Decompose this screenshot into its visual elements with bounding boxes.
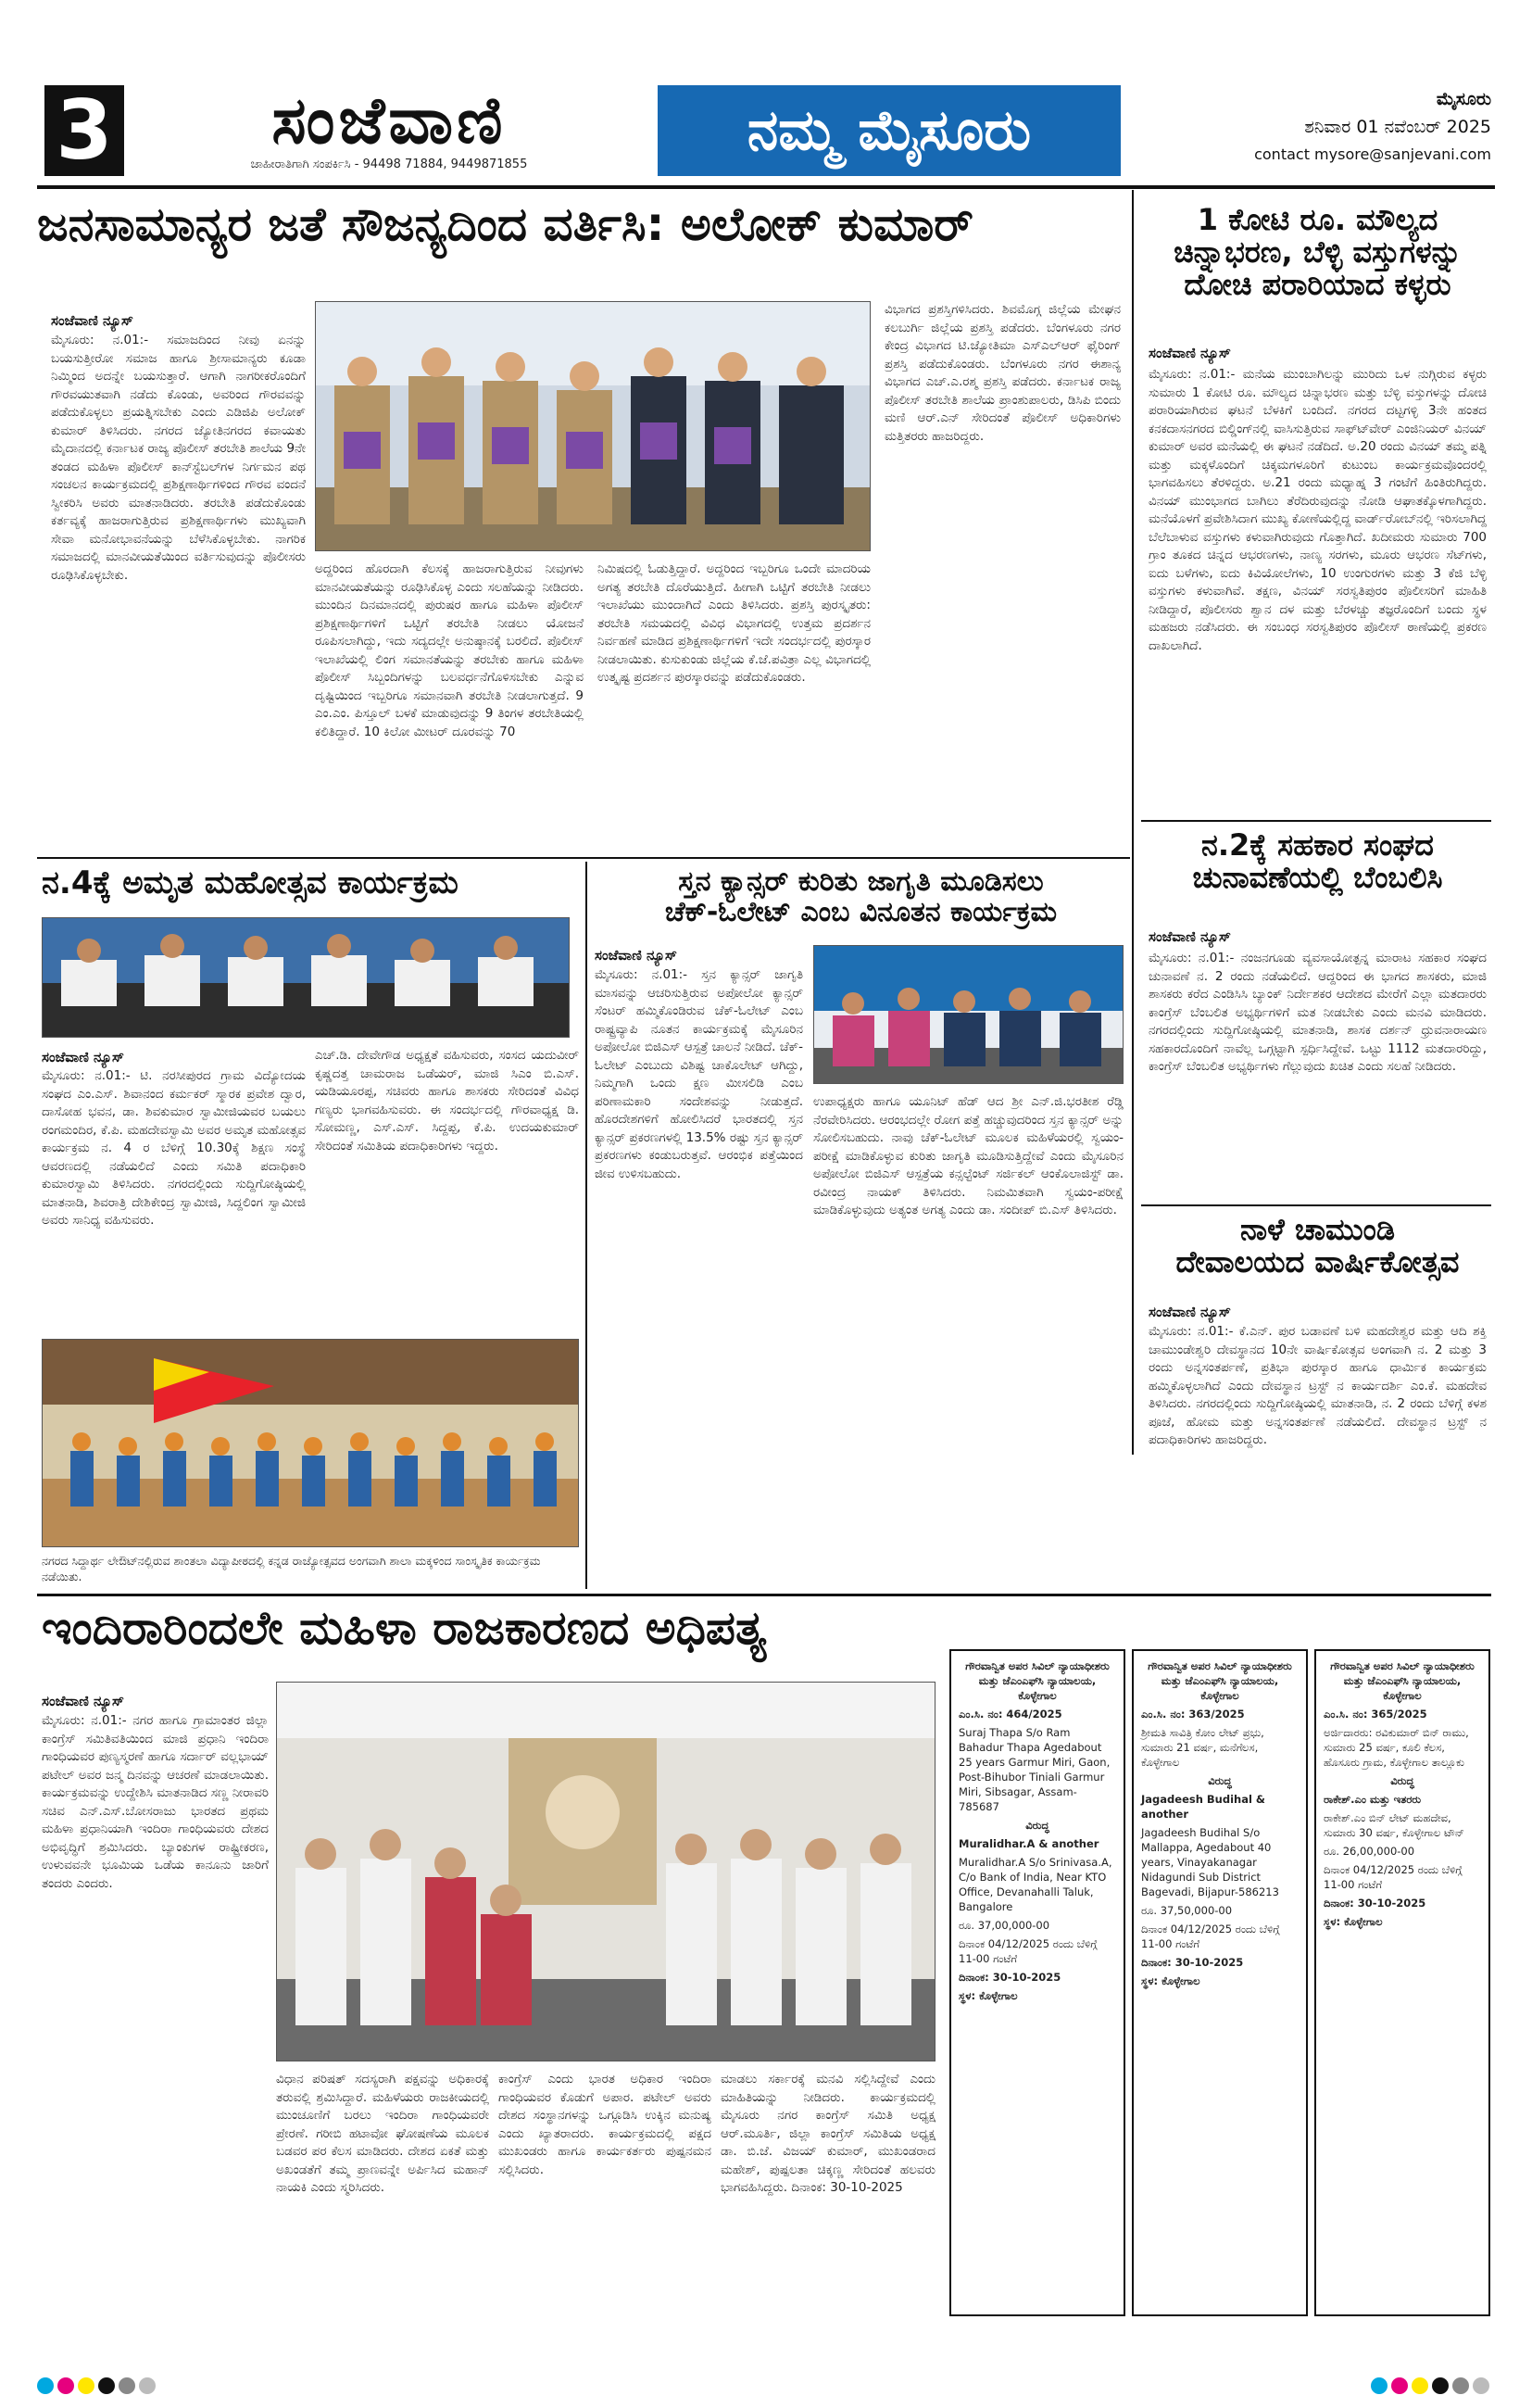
police-parade-illustration: [316, 302, 871, 551]
lead-col-4: ವಿಭಾಗದ ಪ್ರಶಸ್ತಿಗಳಿಸಿದರು. ಶಿವಮೊಗ್ಗ ಜಿಲ್ಲೆಯ ಮೇಘನ ಕಲಬುರ್ಗಿ ಜಿಲ್ಲೆಯ ಪ್ರಶಸ್ತಿ ಪಡೆದರು. ಬೆಂಗಳೂರು ನಗರ ಕೇಂದ್ರ ವಿಭಾಗದ ಟಿ.ಜ್ಯೋತಿಮಾ ಎಸ್‍ಎಲ್‍ಆರ್ ಫೈರಿಂಗ್ ಪ್ರಶಸ್ತಿ ಪಡೆದುಕೊಂಡರು. ಬೆಂಗಳೂರು ನಗರ ಈಶಾನ್ಯ ವಿಭಾಗದ ಎಚ್.ಎ.ರಶ್ಮ ಪ್ರಶಸ್ತಿ ಪಡೆದರು. ಕರ್ನಾಟಕ ರಾಜ್ಯ ಪೊಲೀಸ್ ತರಬೇತಿ ಶಾಲೆಯ ಪ್ರಾಂಶುಪಾಲರು, ಡಿಸಿಪಿ ಬಿಂದು ಮಣಿ ಆರ್.ಎನ್ ಸೇರಿದಂತೆ ಪೊಲೀಸ್ ಅಧಿಕಾರಿಗಳು ಮತ್ತಿತರರು ಹಾಜರಿದ್ದರು.: [885, 302, 1121, 444]
theft-byline: ಸಂಜೆವಾಣಿ ನ್ಯೂಸ್: [1149, 345, 1231, 361]
newspaper-title: ಸಂಜೆವಾಣಿ: [271, 82, 507, 158]
school-photo-caption: ನಗರದ ಸಿದ್ದಾರ್ಥ ಲೇಔಟ್‍ನಲ್ಲಿರುವ ಶಾಂತಲಾ ವಿದ್ಯಾಪೀಠದಲ್ಲಿ ಕನ್ನಡ ರಾಜ್ಯೋತ್ಸವದ ಅಂಗವಾಗಿ ಶಾಲಾ ಮಕ್ಕಳಿಂದ ಸಾಂಸ್ಕೃತಿಕ ಕಾರ್ಯಕ್ರಮ ನಡೆಯಿತು.: [42, 1554, 541, 1583]
registration-mark: [1473, 2377, 1489, 2394]
indira-tribute-photo: [276, 1682, 936, 2061]
temple-headline-line-2: ದೇವಾಲಯದ ವಾರ್ಷಿಕೋತ್ಸವ: [1175, 1244, 1460, 1280]
cancer-headline-line-2: ಚೆಕ್-ಓಲೇಟ್ ಎಂಬ ವಿನೂತನ ಕಾರ್ಯಕ್ರಮ: [664, 896, 1058, 928]
legal-notice-petitioner: ಶ್ರೀಮತಿ ಸಾವಿತ್ರಿ ಕೋಂ ಲೇಟ್ ಪ್ರಭು, ಸುಮಾರು 21 ವರ್ಷ, ಮನೆಗೆಲಸ, ಕೊಳ್ಳೇಗಾಲ: [1141, 1726, 1264, 1769]
cooperative-headline-line-2: ಚುನಾವಣೆಯಲ್ಲಿ ಬೆಂಬಲಿಸಿ: [1192, 860, 1443, 896]
middle-divider: [37, 857, 1130, 859]
legal-notice-header: ಗೌರವಾನ್ವಿತ ಅಪರ ಸಿವಿಲ್ ನ್ಯಾಯಾಧೀಶರು ಮತ್ತು ಜೆಎಂಎಫ್‍ಸಿ ನ್ಯಾಯಾಲಯ, ಕೊಳ್ಳೇಗಾಲ: [1148, 1659, 1292, 1702]
registration-mark: [119, 2377, 135, 2394]
theft-body: ಮೈಸೂರು: ನ.01:- ಮನೆಯ ಮುಂಬಾಗಿಲನ್ನು ಮುರಿದು ಒಳ ನುಗ್ಗಿರುವ ಕಳ್ಳರು ಸುಮಾರು 1 ಕೋಟಿ ರೂ. ಮೌಲ್ಯದ ಚಿನ್ನಾಭರಣ ಮತ್ತು ಬೆಳ್ಳಿ ವಸ್ತುಗಳನ್ನು ದೋಚಿ ಪರಾರಿಯಾಗಿರುವ ಘಟನೆ ಬೆಳಕಿಗೆ ಬಂದಿದೆ. ನಗರದ ದಟ್ಟಗಳ್ಳಿ 3ನೇ ಹಂತದ ಕನಕದಾಸನಗರದ ಬಿಲ್ಡಿಂಗ್‍ನಲ್ಲಿ ವಾಸಿಸುತ್ತಿರುವ ಸಾಫ್ಟ್‍ವೇರ್ ಎಂಜಿನಿಯರ್ ವಿನಯ್ ಕುಮಾರ್ ಅವರ ಮನೆಯಲ್ಲಿ ಈ ಘಟನೆ ನಡೆದಿದೆ. ಅ.20 ರಂದು ವಿನಯ್ ತಮ್ಮ ಪತ್ನಿ ಮತ್ತು ಮಕ್ಕಳೊಂದಿಗೆ ಚಿಕ್ಕಮಗಳೂರಿಗೆ ಕುಟುಂಬ ಕಾರ್ಯಕ್ರಮವೊಂದರಲ್ಲಿ ಭಾಗವಹಿಸಲು ತೆರಳಿದ್ದರು. ಅ.21 ರಂದು ಮಧ್ಯಾಹ್ನ 3 ಗಂಟೆಗೆ ಹಿಂತಿರುಗಿದ್ದರು. ವಿನಯ್ ಮುಂಭಾಗದ ಬಾಗಿಲು ತೆರೆದಿರುವುದನ್ನು ನೋಡಿ ಆಘಾತಕ್ಕೊಳಗಾಗಿದ್ದರು. ಮನೆಯೊಳಗೆ ಪ್ರವೇಶಿಸಿದಾಗ ಮುಖ್ಯ ಕೋಣೆಯಲ್ಲಿದ್ದ ವಾರ್ಡ್‍ರೋಬ್‍ನಲ್ಲಿ ಇರಿಸಲಾಗಿದ್ದ ಬೆಲೆಬಾಳುವ ವಸ್ತುಗಳು ಕಳುವಾಗಿರುವುದು ಗೊತ್ತಾಗಿದೆ. ಖದೀಮರು ಸುಮಾರು 700 ಗ್ರಾಂ ತೂಕದ ಚಿನ್ನದ ಆಭರಣಗಳು, ನಾಣ್ಯ ಸರಗಳು, ಮೂರು ಆಭರಣ ಸೆಟ್‍ಗಳು, ಐದು ಬಳೆಗಳು, ಐದು ಕಿವಿಯೋಲೆಗಳು, 10 ಉಂಗುರಗಳು ಮತ್ತು 3 ಕೆಜಿ ಬೆಳ್ಳಿ ವಸ್ತುಗಳು ಕಳುವಾಗಿವೆ. ತಕ್ಷಣ, ವಿನಯ್ ಸರಸ್ವತಿಪುರಂ ಪೊಲೀಸರಿಗೆ ಮಾಹಿತಿ ನೀಡಿದ್ದಾರೆ, ಪೊಲೀಸರು ಶ್ವಾನ ದಳ ಮತ್ತು ಬೆರಳಚ್ಚು ತಜ್ಞರೊಂದಿಗೆ ಬಂದು ಸ್ಥಳ ಮಹಜರು ನಡೆಸಿದರು. ಈ ಸಂಬಂಧ ಸರಸ್ವತಿಪುರಂ ಪೊಲೀಸ್ ಠಾಣೆಯಲ್ಲಿ ಪ್ರಕರಣ ದಾಖಲಾಗಿದೆ.: [1149, 367, 1487, 653]
temple-headline: [1144, 1214, 1491, 1279]
amrutha-byline: ಸಂಜೆವಾಣಿ ನ್ಯೂಸ್: [42, 1049, 124, 1065]
cancer-col-2: ಉಪಾಧ್ಯಕ್ಷರು ಹಾಗೂ ಯೂನಿಟ್ ಹೆಡ್ ಆದ ಶ್ರೀ ಎನ್.ಜಿ.ಭರತೀಶ ರೆಡ್ಡಿ ನೆರವೇರಿಸಿದರು. ಆರಂಭದಲ್ಲೇ ರೋಗ ಪತ್ತೆ ಹಚ್ಚುವುದರಿಂದ ಸ್ತನ ಕ್ಯಾನ್ಸರ್ ಅನ್ನು ಸೋಲಿಸಬಹುದು. ನಾವು ಚೆಕ್-ಓಲೇಟ್ ಮೂಲಕ ಮಹಿಳೆಯರಲ್ಲಿ ಸ್ವಯಂ-ಪರೀಕ್ಷೆ ಮಾಡಿಕೊಳ್ಳುವ ಕುರಿತು ಜಾಗೃತಿ ಮೂಡಿಸುತ್ತಿದ್ದೇವೆ ಎಂದು ಮೈಸೂರಿನ ಅಪೋಲೋ ಬಿಜಿಎಸ್ ಆಸ್ಪತ್ರೆಯ ಕನ್ಸಲ್ಟೆಂಟ್ ಸರ್ಜಿಕಲ್ ಆಂಕೊಲಾಜಿಸ್ಟ್ ಡಾ. ರವೀಂದ್ರ ನಾಯಕ್ ತಿಳಿಸಿದರು. ನಿಮಮಿತವಾಗಿ ಸ್ವಯಂ-ಪರೀಕ್ಷೆ ಮಾಡಿಕೊಳ್ಳುವುದು ಅತ್ಯಂತ ಅಗತ್ಯ ಎಂದು ಡಾ. ಸಂದೀಪ್ ಬಿ.ಎಸ್ ತಿಳಿಸಿದರು.: [813, 1094, 1124, 1217]
amrutha-headline: ನ.4ಕ್ಕೆ ಅಮೃತ ಮಹೋತ್ಸವ ಕಾರ್ಯಕ್ರಮ: [42, 864, 458, 901]
registration-mark: [57, 2377, 74, 2394]
registration-mark: [1432, 2377, 1449, 2394]
cooperative-headline-line-1: ನ.2ಕ್ಕೆ ಸಹಕಾರ ಸಂಘದ: [1201, 827, 1434, 863]
indira-col-2: ವಿಧಾನ ಪರಿಷತ್ ಸದಸ್ಯರಾಗಿ ಪಕ್ಷವನ್ನು ಅಧಿಕಾರಕ್ಕೆ ತರುವಲ್ಲಿ ಶ್ರಮಿಸಿದ್ದಾರೆ. ಮಹಿಳೆಯರು ರಾಜಕೀಯದಲ್ಲಿ ಮುಂಚೂಣಿಗೆ ಬರಲು ಇಂದಿರಾ ಗಾಂಧಿಯವರೇ ಪ್ರೇರಣೆ. ಗರೀಬಿ ಹಟಾವೋ ಘೋಷಣೆಯ ಮೂಲಕ ಬಡವರ ಪರ ಕೆಲಸ ಮಾಡಿದರು. ದೇಶದ ಏಕತೆ ಮತ್ತು ಅಖಂಡತೆಗೆ ತಮ್ಮ ಪ್ರಾಣವನ್ನೇ ಅರ್ಪಿಸಿದ ಮಹಾನ್ ನಾಯಕಿ ಎಂದು ಸ್ಮರಿಸಿದರು.: [276, 2072, 489, 2195]
lead-headline: ಜನಸಾಮಾನ್ಯರ ಜತೆ ಸೌಜನ್ಯದಿಂದ ವರ್ತಿಸಿ: ಅಲೋಕ್ ಕುಮಾರ್: [37, 197, 973, 251]
legal-notice-date: ದಿನಾಂಕ: 30-10-2025: [1141, 1956, 1244, 1969]
cooperative-byline: ಸಂಜೆವಾಣಿ ನ್ಯೂಸ್: [1149, 928, 1231, 945]
legal-notice-place: ಸ್ಥಳ: ಕೊಳ್ಳೇಗಾಲ: [1141, 1974, 1200, 1987]
legal-notice-vs: ವಿರುದ್ಧ: [1208, 1774, 1232, 1787]
registration-mark: [37, 2377, 54, 2394]
registration-mark: [78, 2377, 94, 2394]
school-rajyotsava-photo: [42, 1339, 579, 1547]
legal-notice-respondent: ರಾಕೇಶ್.ಎಂ ಮತ್ತು ಇತರರು: [1324, 1793, 1422, 1806]
right-column-divider: [1132, 190, 1134, 1455]
registration-mark: [1452, 2377, 1469, 2394]
theft-headline: [1144, 204, 1491, 302]
theft-divider: [1141, 820, 1491, 822]
legal-notice-petitioner: Suraj Thapa S/o Ram Bahadur Thapa Agedabout 25 years Garmur Miri, Gaon, Post-Bihubor Tiniali Garmur Miri, Sibsagar, Assam-785687: [959, 1726, 1111, 1813]
legal-notice-vs: ವಿರುದ್ಧ: [1390, 1774, 1414, 1787]
cancer-event-illustration: [814, 946, 1124, 1084]
school-event-illustration: [43, 1340, 579, 1547]
theft-headline-line-3: ದೋಚಿ ಪರಾರಿಯಾದ ಕಳ್ಳರು: [1184, 267, 1451, 303]
cancer-awareness-photo: [813, 945, 1124, 1084]
legal-notice-address: Jagadeesh Budihal S/o Mallappa, Agedabout 40 years, Vinayakanagar Nidagundi Sub District Bagevadi, Bijapur-586213: [1141, 1826, 1279, 1898]
dateline: [1139, 85, 1491, 176]
temple-byline: ಸಂಜೆವಾಣಿ ನ್ಯೂಸ್: [1149, 1304, 1231, 1320]
masthead: [139, 82, 639, 176]
indira-col-3: ಕಾಂಗ್ರೆಸ್ ಎಂದು ಭಾರತ ಅಧಿಕಾರ ಇಂದಿರಾ ಗಾಂಧಿಯವರ ಕೊಡುಗೆ ಅಪಾರ. ಪಟೇಲ್ ಅವರು ದೇಶದ ಸಂಸ್ಥಾನಗಳನ್ನು ಒಗ್ಗೂಡಿಸಿ ಉಕ್ಕಿನ ಮನುಷ್ಯ ಎಂದು ಖ್ಯಾತರಾದರು. ಕಾರ್ಯಕ್ರಮದಲ್ಲಿ ಪಕ್ಷದ ಮುಖಂಡರು ಹಾಗೂ ಕಾರ್ಯಕರ್ತರು ಪುಷ್ಪನಮನ ಸಲ್ಲಿಸಿದರು.: [498, 2072, 711, 2177]
police-parade-photo: [315, 301, 871, 551]
legal-notice-respondent: Muralidhar.A & another: [959, 1837, 1099, 1850]
lead-col-3: ನಿಮಿಷದಲ್ಲಿ ಓಡುತ್ತಿದ್ದಾರೆ. ಅದ್ದರಿಂದ ಇಬ್ಬರಿಗೂ ಒಂದೇ ಮಾದರಿಯ ಅಗತ್ಯ ತರಬೇತಿ ದೊರೆಯುತ್ತಿದೆ. ಹೀಗಾಗಿ ಒಟ್ಟಿಗೆ ತರಬೇತಿ ನೀಡಲು ಇಲಾಖೆಯು ಮುಂದಾಗಿದೆ ಎಂದು ತಿಳಿಸಿದರು. ಪ್ರಶಸ್ತಿ ಪುರಸ್ಕೃತರು: ತರಬೇತಿ ಸಮಯದಲ್ಲಿ ವಿವಿಧ ವಿಭಾಗದಲ್ಲಿ ಉತ್ತಮ ಪ್ರದರ್ಶನ ನಿರ್ವಹಣೆ ಮಾಡಿದ ಪ್ರಶಿಕ್ಷಣಾರ್ಥಿಗಳಿಗೆ ಇದೇ ಸಂದರ್ಭದಲ್ಲಿ ಪುರಸ್ಕಾರ ನೀಡಲಾಯಿತು. ಕುಸುಕುಂಡು ಜಿಲ್ಲೆಯ ಕೆ.ಜೆ.ಪವಿತ್ರಾ ಎಲ್ಲ ವಿಭಾಗದಲ್ಲಿ ಉತ್ಕೃಷ್ಟ ಪ್ರದರ್ಶನ ಪುರಸ್ಕಾರವನ್ನು ಪಡೆದುಕೊಂಡರು.: [597, 561, 871, 685]
lead-byline: ಸಂಜೆವಾಣಿ ನ್ಯೂಸ್: [51, 312, 133, 329]
legal-notice-address: Muralidhar.A S/o Srinivasa.A, C/o Bank of India, Near KTO Office, Devanahalli Taluk, Bangalore: [959, 1856, 1112, 1913]
indira-headline: ಇಂದಿರಾರಿಂದಲೇ ಮಹಿಳಾ ರಾಜಕಾರಣದ ಅಧಿಪತ್ಯ: [42, 1601, 767, 1655]
amrutha-col-2: ಎಚ್.ಡಿ. ದೇವೇಗೌಡ ಅಧ್ಯಕ್ಷತೆ ವಹಿಸುವರು, ಸಂಸದ ಯದುವೀರ್ ಕೃಷ್ಣದತ್ತ ಚಾಮರಾಜ ಒಡೆಯರ್, ಮಾಜಿ ಸಿಎಂ ಬಿ.ಎಸ್. ಯಡಿಯೂರಪ್ಪ, ಸಚಿವರು ಹಾಗೂ ಶಾಸಕರು ಸೇರಿದಂತೆ ವಿವಿಧ ಗಣ್ಯರು ಭಾಗವಹಿಸುವರು. ಈ ಸಂದರ್ಭದಲ್ಲಿ ಗೌರವಾಧ್ಯಕ್ಷ ಡಿ. ಸೋಮಣ್ಣ, ಎಸ್.ಎಸ್. ಸಿದ್ದಪ್ಪ, ಕೆ.ಪಿ. ಉದಯಕುಮಾರ್ ಸೇರಿದಂತೆ ಸಮಿತಿಯ ಪದಾಧಿಕಾರಿಗಳು ಇದ್ದರು.: [315, 1048, 579, 1154]
indira-col-4: ಮಾಡಲು ಸರ್ಕಾರಕ್ಕೆ ಮನವಿ ಸಲ್ಲಿಸಿದ್ದೇವೆ ಎಂದು ಮಾಹಿತಿಯನ್ನು ನೀಡಿದರು. ಕಾರ್ಯಕ್ರಮದಲ್ಲಿ ಮೈಸೂರು ನಗರ ಕಾಂಗ್ರೆಸ್ ಸಮಿತಿ ಅಧ್ಯಕ್ಷ ಆರ್.ಮೂರ್ತಿ, ಜಿಲ್ಲಾ ಕಾಂಗ್ರೆಸ್ ಸಮಿತಿಯ ಅಧ್ಯಕ್ಷ ಡಾ. ಬಿ.ಜೆ. ವಿಜಯ್ ಕುಮಾರ್, ಮುಖಂಡರಾದ ಮಹೇಶ್, ಪುಷ್ಪಲತಾ ಚಿಕ್ಕಣ್ಣ ಸೇರಿದಂತೆ ಹಲವರು ಭಾಗವಹಿಸಿದ್ದರು. ದಿನಾಂಕ: 30-10-2025: [721, 2072, 936, 2195]
top-divider: [37, 185, 1495, 189]
legal-notice-date: ದಿನಾಂಕ: 30-10-2025: [959, 1971, 1061, 1984]
registration-mark: [1371, 2377, 1388, 2394]
cooperative-divider: [1141, 1204, 1491, 1206]
legal-notice-petitioner: ಅರ್ಜಿದಾರರು: ರವಿಕುಮಾರ್ ಬಿನ್ ರಾಮು, ಸುಮಾರು 25 ವರ್ಷ, ಕೂಲಿ ಕೆಲಸ, ಹೊಸೂರು ಗ್ರಾಮ, ಕೊಳ್ಳೇಗಾಲ ತಾಲ್ಲೂಕು: [1324, 1726, 1469, 1769]
city-label: ಮೈಸೂರು: [1436, 89, 1491, 109]
cooperative-headline: [1144, 829, 1491, 894]
date-label: ಶನಿವಾರ 01 ನವೆಂಬರ್ 2025: [1304, 117, 1491, 137]
legal-notice-place: ಸ್ಥಳ: ಕೊಳ್ಳೇಗಾಲ: [959, 1989, 1018, 2002]
legal-notice-hearing: ದಿನಾಂಕ 04/12/2025 ರಂದು ಬೆಳಿಗ್ಗೆ 11-00 ಗಂಟೆಗೆ: [1324, 1863, 1463, 1891]
email-label: contact mysore@sanjevani.com: [1254, 145, 1491, 163]
legal-notice-date: ದಿನಾಂಕ: 30-10-2025: [1324, 1897, 1426, 1910]
legal-notice-respondent: Jagadeesh Budihal & another: [1141, 1793, 1265, 1821]
theft-headline-line-1: 1 ಕೋಟಿ ರೂ. ಮೌಲ್ಯದ: [1197, 202, 1438, 237]
indira-event-illustration: [277, 1683, 936, 2061]
lead-col-2: ಅದ್ದರಿಂದ ಹೊರದಾಗಿ ಕೆಲಸಕ್ಕೆ ಹಾಜರಾಗುತ್ತಿರುವ ನೀವುಗಳು ಮಾನವೀಯತೆಯನ್ನು ರೂಢಿಸಿಕೊಳ್ಳ ಎಂದು ಸಲಹೆಯನ್ನು ನೀಡಿದರು. ಮುಂದಿನ ದಿನಮಾನದಲ್ಲಿ ಪುರುಷರ ಹಾಗೂ ಮಹಿಳಾ ಪೊಲೀಸ್ ಪ್ರಶಿಕ್ಷಣಾರ್ಥಿಗಳಿಗೆ ಒಟ್ಟಿಗೆ ತರಬೇತಿ ನೀಡಲು ಯೋಜನೆ ರೂಪಿಸಲಾಗಿದ್ದು, ಇದು ಸದ್ಯದಲ್ಲೇ ಅನುಷ್ಠಾನಕ್ಕೆ ಬರಲಿದೆ. ಪೊಲೀಸ್ ಇಲಾಖೆಯಲ್ಲಿ ಲಿಂಗ ಸಮಾನತೆಯನ್ನು ತರಬೇಕು ಹಾಗೂ ಮಹಿಳಾ ಪೊಲೀಸ್ ಸಿಬ್ಬಂದಿಗಳನ್ನು ಬಲವರ್ಧನೆಗೊಳಿಸಬೇಕು ಎನ್ನುವ ದೃಷ್ಟಿಯಿಂದ ಇಬ್ಬರಿಗೂ ಸಮಾನವಾಗಿ ತರಬೇತಿ ನೀಡಲಾಗುತ್ತದೆ. 9 ಎಂ.ಎಂ. ಪಿಸ್ತೂಲ್ ಬಳಕೆ ಮಾಡುವುದನ್ನು 9 ತಿಂಗಳ ತರಬೇತಿಯಲ್ಲಿ ಕಲಿತಿದ್ದಾರೆ. 10 ಕಿಲೋ ಮೀಟರ್ ದೂರವನ್ನು 70: [315, 561, 584, 739]
ad-contact-line: ಜಾಹೀರಾತಿಗಾಗಿ ಸಂಪರ್ಕಿಸಿ - 94498 71884, 9449871855: [250, 158, 528, 171]
legal-notice-3: [1314, 1649, 1490, 2316]
bottom-divider: [37, 1594, 1491, 1596]
cancer-byline: ಸಂಜೆವಾಣಿ ನ್ಯೂಸ್: [595, 947, 677, 964]
cancer-headline-line-1: ಸ್ತನ ಕ್ಯಾನ್ಸರ್ ಕುರಿತು ಜಾಗೃತಿ ಮೂಡಿಸಲು: [678, 865, 1044, 898]
lower-column-divider: [585, 862, 587, 1589]
legal-notice-case: ಎಂ.ಸಿ. ನಂ: 363/2025: [1141, 1708, 1245, 1721]
legal-notice-vs: ವಿರುದ್ಧ: [1025, 1819, 1049, 1832]
lead-col-1: ಮೈಸೂರು: ನ.01:- ಸಮಾಜದಿಂದ ನೀವು ಏನನ್ನು ಬಯಸುತ್ತೀರೋ ಸಮಾಜ ಹಾಗೂ ಶ್ರೀಸಾಮಾನ್ಯರು ಕೂಡಾ ನಿಮ್ಮಿಂದ ಅದನ್ನೇ ಬಯಸುತ್ತಾರೆ. ಆಗಾಗಿ ನಾಗರೀಕರೊಂದಿಗೆ ಗೌರವಯುತವಾಗಿ ನಡೆದು ಕೊಂಡು, ಅವರಿಂದ ಗೌರವವನ್ನು ಪಡೆದುಕೊಳ್ಳಲು ಪ್ರಯತ್ನಿಸಬೇಕು ಎಂದು ಎಡಿಜಿಪಿ ಅಲೋಕ್ ಕುಮಾರ್ ತಿಳಿಸಿದರು. ನಗರದ ಜ್ಯೋತಿನಗರದ ಕವಾಯತು ಮೈದಾನದಲ್ಲಿ ಕರ್ನಾಟಕ ರಾಜ್ಯ ಪೊಲೀಸ್ ತರಬೇತಿ ಶಾಲೆಯ 9ನೇ ತಂಡದ ಮಹಿಳಾ ಪೊಲೀಸ್ ಕಾನ್‍ಸ್ಟೆಬಲ್‍ಗಳ ನಿರ್ಗಮನ ಪಥ ಸಂಚಲನ ಕಾರ್ಯಕ್ರಮದಲ್ಲಿ ಪ್ರಶಿಕ್ಷಣಾರ್ಥಿಗಳಿಂದ ಗೌರವ ವಂದನೆ ಸ್ವೀಕರಿಸಿ ಅವರು ಮಾತನಾಡಿದರು. ತರಬೇತಿ ಪಡೆದುಕೊಂಡು ಕರ್ತವ್ಯಕ್ಕೆ ಹಾಜರಾಗುತ್ತಿರುವ ಪ್ರಶಿಕ್ಷಣಾರ್ಥಿಗಳು ಮುಖ್ಯವಾಗಿ ಸೇವಾ ಮನೋಭಾವನೆಯನ್ನು ಬೆಳೆಸಿಕೊಳ್ಳಬೇಕು. ನಾಗರಿಕ ಸಮಾಜದಲ್ಲಿ ಮಾನವೀಯತೆಯಿಂದ ವರ್ತಿಸುವುದನ್ನು ಪೊಲೀಸರು ರೂಢಿಸಿಕೊಳ್ಳಬೇಕು.: [51, 333, 306, 583]
registration-mark: [98, 2377, 115, 2394]
registration-mark: [1412, 2377, 1428, 2394]
legal-notice-place: ಸ್ಥಳ: ಕೊಳ್ಳೇಗಾಲ: [1324, 1915, 1383, 1928]
indira-col-1: ಮೈಸೂರು: ನ.01:- ನಗರ ಹಾಗೂ ಗ್ರಾಮಾಂತರ ಜಿಲ್ಲಾ ಕಾಂಗ್ರೆಸ್ ಸಮಿತಿವತಿಯಿಂದ ಮಾಜಿ ಪ್ರಧಾನಿ ಇಂದಿರಾ ಗಾಂಧಿಯವರ ಪುಣ್ಯಸ್ಮರಣೆ ಹಾಗೂ ಸರ್ದಾರ್ ವಲ್ಲಭಾಯ್ ಪಟೇಲ್ ಅವರ ಜನ್ಮ ದಿನವನ್ನು ಆಚರಣೆ ಮಾಡಲಾಯಿತು. ಕಾರ್ಯಕ್ರಮವನ್ನು ಉದ್ದೇಶಿಸಿ ಮಾತನಾಡಿದ ಸಣ್ಣ ನೀರಾವರಿ ಸಚಿವ ಎನ್.ಎಸ್.ಬೋಸರಾಜು ಭಾರತದ ಪ್ರಥಮ ಮಹಿಳಾ ಪ್ರಧಾನಿಯಾಗಿ ಇಂದಿರಾ ಗಾಂಧಿಯವರು ದೇಶದ ಅಭಿವೃದ್ಧಿಗೆ ಶ್ರಮಿಸಿದರು. ಬ್ಯಾಂಕುಗಳ ರಾಷ್ಟ್ರೀಕರಣ, ಉಳುವವನೇ ಭೂಮಿಯ ಒಡೆಯ ಕಾನೂನು ಜಾರಿಗೆ ತಂದರು ಎಂದರು.: [42, 1713, 269, 1891]
legal-notice-hearing: ದಿನಾಂಕ 04/12/2025 ರಂದು ಬೆಳಿಗ್ಗೆ 11-00 ಗಂಟೆಗೆ: [1141, 1923, 1280, 1950]
amrutha-col-1: ಮೈಸೂರು: ನ.01:- ಟಿ. ನರಸೀಪುರದ ಗ್ರಾಮ ವಿದ್ಯೋದಯ ಸಂಘದ ಎಂ.ಎಸ್. ಶಿವಾನಂದ ಕರ್ಮಕರ್ ಸ್ಮಾರಕ ಪ್ರವೇಶ ದ್ವಾರ, ದಾಸೋಹ ಭವನ, ಡಾ. ಶಿವಕುಮಾರ ಸ್ವಾಮೀಜಿಯವರ ಬಯಲು ರಂಗಮಂದಿರ, ಕೆ.ಪಿ. ಮಹದೇವಸ್ವಾಮಿ ಅವರ ಅಮೃತ ಮಹೋತ್ಸವ ಕಾರ್ಯಕ್ರಮ ನ. 4 ರ ಬೆಳಿಗ್ಗೆ 10.30ಕ್ಕೆ ಶಿಕ್ಷಣ ಸಂಸ್ಥೆ ಆವರಣದಲ್ಲಿ ನಡೆಯಲಿದೆ ಎಂದು ಸಮಿತಿ ಪದಾಧಿಕಾರಿ ಕುಮಾರಸ್ವಾಮಿ ತಿಳಿಸಿದರು. ನಗರದಲ್ಲಿಂದು ಸುದ್ದಿಗೋಷ್ಠಿಯಲ್ಲಿ ಮಾತನಾಡಿ, ಶಿವರಾತ್ರಿ ದೇಶಿಕೇಂದ್ರ ಸ್ವಾಮೀಜಿ, ಸಿದ್ದಲಿಂಗ ಸ್ವಾಮೀಜಿ ಅವರು ಸಾನಿಧ್ಯ ವಹಿಸುವರು.: [42, 1068, 306, 1228]
registration-mark: [139, 2377, 156, 2394]
theft-headline-line-2: ಚಿನ್ನಾಭರಣ, ಬೆಳ್ಳಿ ವಸ್ತುಗಳನ್ನು: [1174, 234, 1462, 271]
press-meet-illustration: [43, 918, 570, 1038]
legal-notice-header: ಗೌರವಾನ್ವಿತ ಅಪರ ಸಿವಿಲ್ ನ್ಯಾಯಾಧೀಶರು ಮತ್ತು ಜೆಎಂಎಫ್‍ಸಿ ನ್ಯಾಯಾಲಯ, ಕೊಳ್ಳೇಗಾಲ: [1330, 1659, 1475, 1702]
page-number: 3: [44, 85, 124, 176]
legal-notice-address: ರಾಕೇಶ್.ಎಂ ಬಿನ್ ಲೇಟ್ ಮಹದೇವ, ಸುಮಾರು 30 ವರ್ಷ, ಕೊಳ್ಳೇಗಾಲ ಟೌನ್: [1324, 1811, 1464, 1839]
cooperative-body: ಮೈಸೂರು: ನ.01:- ನಂಜನಗೂಡು ವ್ಯವಸಾಯೋತ್ಪನ್ನ ಮಾರಾಟ ಸಹಕಾರ ಸಂಘದ ಚುನಾವಣೆ ನ. 2 ರಂದು ನಡೆಯಲಿದೆ. ಆದ್ದರಿಂದ ಈ ಭಾಗದ ಶಾಸಕರು, ಮಾಜಿ ಶಾಸಕರು ಕರೆದ ಎಂಡಿಸಿಸಿ ಬ್ಯಾಂಕ್ ನಿರ್ದೇಶಕರ ಆದೇಶದ ಮೇರೆಗೆ ಎಲ್ಲಾ ಮತದಾರರು ಕಾಂಗ್ರೆಸ್ ಬೆಂಬಲಿತ ಅಭ್ಯರ್ಥಿಗಳಿಗೆ ಮತ ನೀಡಬೇಕು ಎಂದು ಮನವಿ ಮಾಡಿದರು. ನಗರದಲ್ಲಿಂದು ಸುದ್ದಿಗೋಷ್ಠಿಯಲ್ಲಿ ಮಾತನಾಡಿ, ಶಾಸಕ ದರ್ಶನ್ ಧ್ರುವನಾರಾಯಣ ಸಹಕಾರದೊಂದಿಗೆ ನಾವೆಲ್ಲ ಒಗ್ಗಟ್ಟಾಗಿ ಸ್ಪರ್ಧಿಸಿದ್ದೇವೆ. ಒಟ್ಟು 1112 ಮತದಾರರಿದ್ದು, ಕಾಂಗ್ರೆಸ್ ಬೆಂಬಲಿತ ಅಭ್ಯರ್ಥಿಗಳು ಗೆಲ್ಲುವುದು ಖಚಿತ ಎಂದು ಸಲಹೆ ನೀಡಿದರು.: [1149, 951, 1487, 1074]
legal-notice-amount: ರೂ. 26,00,000-00: [1324, 1845, 1415, 1858]
cancer-headline: [595, 866, 1127, 927]
cancer-col-1: ಮೈಸೂರು: ನ.01:- ಸ್ತನ ಕ್ಯಾನ್ಸರ್ ಜಾಗೃತಿ ಮಾಸವನ್ನು ಆಚರಿಸುತ್ತಿರುವ ಅಪೋಲೋ ಕ್ಯಾನ್ಸರ್ ಸೆಂಟರ್ ಹಮ್ಮಿಕೊಂಡಿರುವ ಚೆಕ್-ಓಲೇಟ್ ಎಂಬ ರಾಷ್ಟ್ರವ್ಯಾಪಿ ನೂತನ ಕಾರ್ಯಕ್ರಮಕ್ಕೆ ಮೈಸೂರಿನ ಅಪೋಲೋ ಬಿಜಿಎಸ್ ಆಸ್ಪತ್ರೆ ಚಾಲನೆ ನೀಡಿದೆ. ಚೆಕ್-ಓಲೇಟ್ ಎಂಬುದು ವಿಶಿಷ್ಟ ಚಾಕೊಲೇಟ್ ಆಗಿದ್ದು, ನಿಮ್ಮಗಾಗಿ ಒಂದು ಕ್ಷಣ ಮೀಸಲಿಡಿ ಎಂಬ ಪರಿಣಾಮಕಾರಿ ಸಂದೇಶವನ್ನು ನೀಡುತ್ತದೆ. ಹೊರದೇಶಗಳಿಗೆ ಹೋಲಿಸಿದರೆ ಭಾರತದಲ್ಲಿ ಸ್ತನ ಕ್ಯಾನ್ಸರ್ ಪ್ರಕರಣಗಳಲ್ಲಿ 13.5% ರಷ್ಟು ಸ್ತನ ಕ್ಯಾನ್ಸರ್ ಪ್ರಕರಣಗಳು ಕಂಡುಬರುತ್ತವೆ. ಆರಂಭಿಕ ಪತ್ತೆಯಿಂದ ಜೀವ ಉಳಿಸಬಹುದು.: [595, 967, 803, 1181]
legal-notice-case: ಎಂ.ಸಿ. ನಂ: 365/2025: [1324, 1708, 1427, 1721]
legal-notice-header: ಗೌರವಾನ್ವಿತ ಅಪರ ಸಿವಿಲ್ ನ್ಯಾಯಾಧೀಶರು ಮತ್ತು ಜೆಎಂಎಫ್‍ಸಿ ನ್ಯಾಯಾಲಯ, ಕೊಳ್ಳೇಗಾಲ: [965, 1659, 1110, 1702]
registration-mark: [1391, 2377, 1408, 2394]
legal-notice-amount: ರೂ. 37,00,000-00: [959, 1919, 1050, 1932]
section-title: ನಮ್ಮ ಮೈಸೂರು: [658, 85, 1121, 176]
indira-byline: ಸಂಜೆವಾಣಿ ನ್ಯೂಸ್: [42, 1693, 124, 1709]
temple-body: ಮೈಸೂರು: ನ.01:- ಕೆ.ಎನ್. ಪುರ ಬಡಾವಣೆ ಬಳಿ ಮಹದೇಶ್ವರ ಮತ್ತು ಆದಿ ಶಕ್ತಿ ಚಾಮುಂಡೇಶ್ವರಿ ದೇವಸ್ಥಾನದ 10ನೇ ವಾರ್ಷಿಕೋತ್ಸವ ಅಂಗವಾಗಿ ನ. 2 ಮತ್ತು 3 ರಂದು ಅನ್ನಸಂತರ್ಪಣೆ, ಪ್ರತಿಭಾ ಪುರಸ್ಕಾರ ಹಾಗೂ ಧಾರ್ಮಿಕ ಕಾರ್ಯಕ್ರಮ ಹಮ್ಮಿಕೊಳ್ಳಲಾಗಿದೆ ಎಂದು ದೇವಸ್ಥಾನ ಟ್ರಸ್ಟ್ ನ ಕಾರ್ಯದರ್ಶಿ ಎಂ.ಕೆ. ಮಹದೇವ ತಿಳಿಸಿದರು. ನಗರದಲ್ಲಿಂದು ಸುದ್ದಿಗೋಷ್ಠಿಯಲ್ಲಿ ಮಾತನಾಡಿ, ನ. 2 ರಂದು ಬೆಳಿಗ್ಗೆ ಕಳಶ ಪೂಜೆ, ಹೋಮ ಮತ್ತು ಅನ್ನಸಂತರ್ಪಣೆ ನಡೆಯಲಿದೆ. ದೇವಸ್ಥಾನ ಟ್ರಸ್ಟ್ ನ ಪದಾಧಿಕಾರಿಗಳು ಹಾಜರಿದ್ದರು.: [1149, 1324, 1487, 1447]
legal-notice-hearing: ದಿನಾಂಕ 04/12/2025 ರಂದು ಬೆಳಿಗ್ಗೆ 11-00 ಗಂಟೆಗೆ: [959, 1937, 1098, 1965]
legal-notice-amount: ರೂ. 37,50,000-00: [1141, 1904, 1233, 1917]
temple-headline-line-1: ನಾಳೆ ಚಾಮುಂಡಿ: [1240, 1212, 1395, 1247]
legal-notice-1: [949, 1649, 1125, 2316]
amrutha-press-meet-photo: [42, 917, 570, 1038]
legal-notice-case: ಎಂ.ಸಿ. ನಂ: 464/2025: [959, 1708, 1062, 1721]
legal-notice-2: [1132, 1649, 1308, 2316]
